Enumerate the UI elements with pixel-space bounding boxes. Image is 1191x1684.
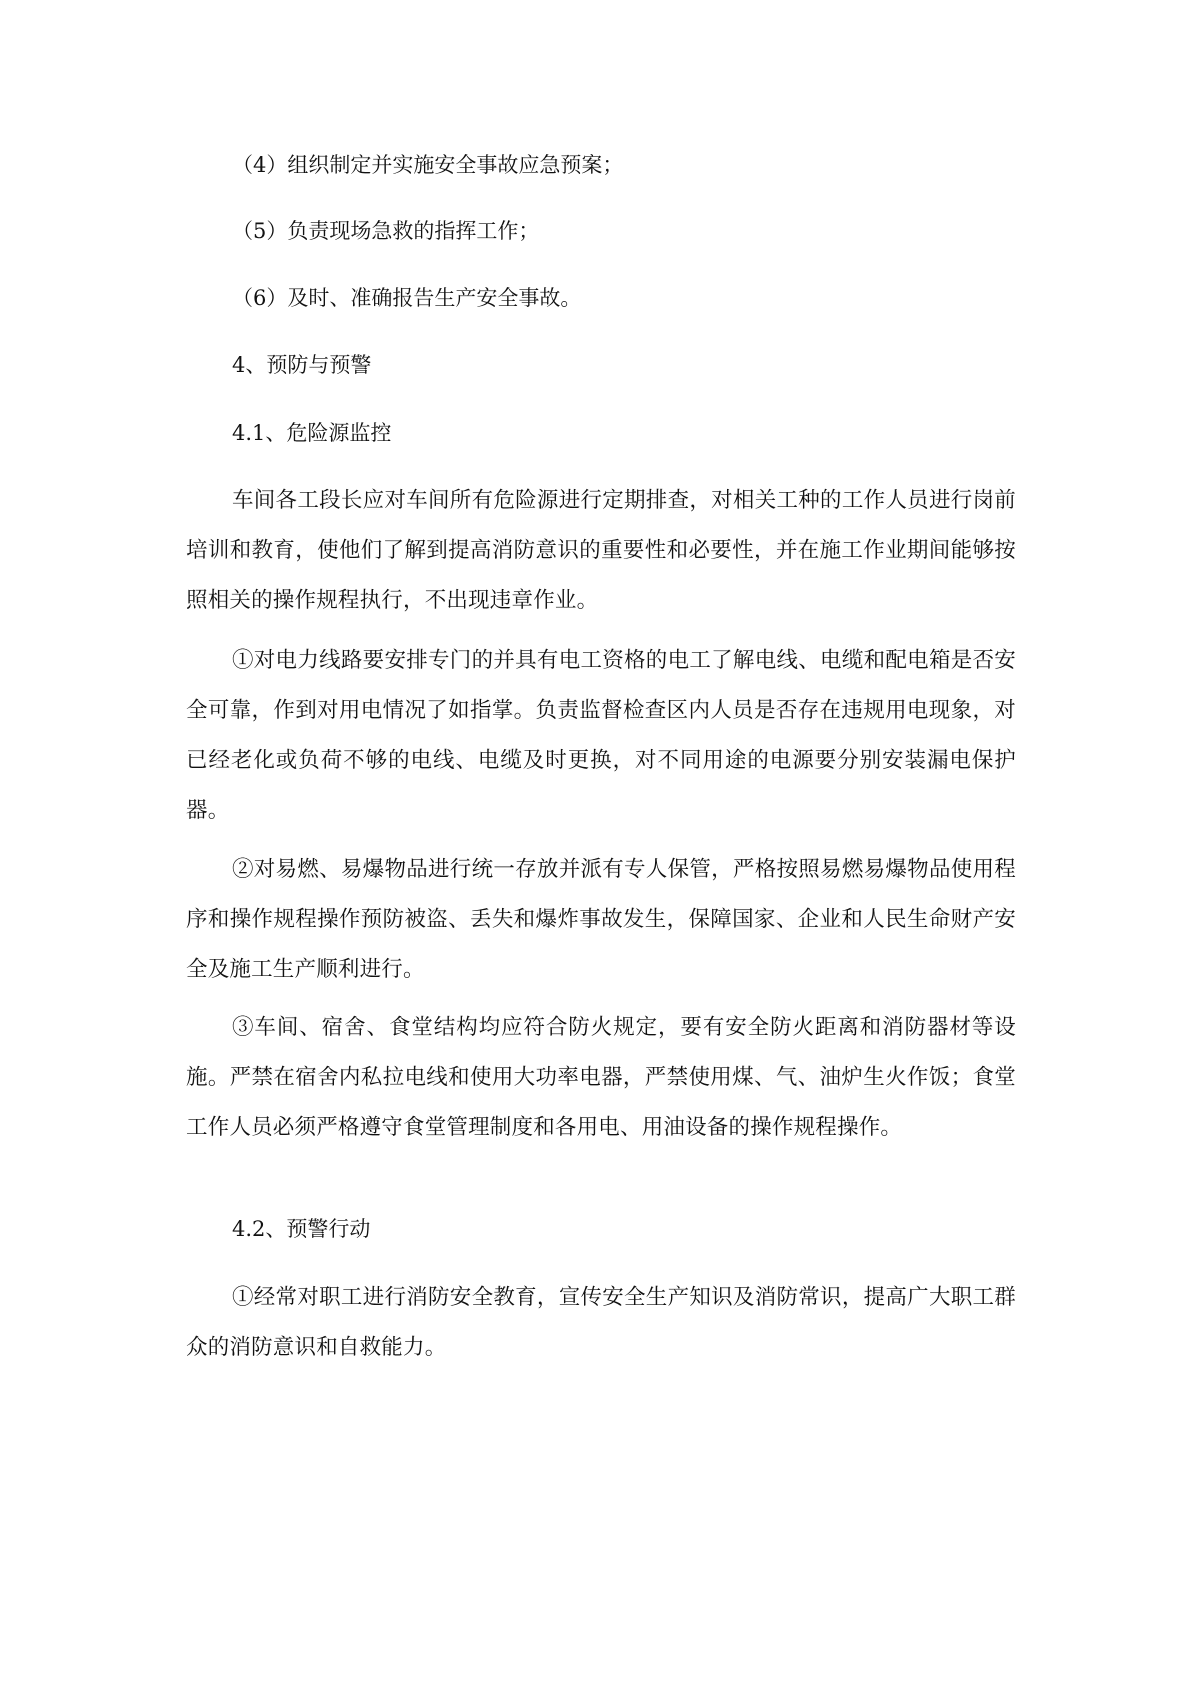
paragraph-intro: 车间各工段长应对车间所有危险源进行定期排查，对相关工种的工作人员进行岗前培训和教育，使他们了解到提高消防意识的重要性和必要性，并在施工作业期间能够按照相关的操作规程执行，不出现违章作业。: [186, 488, 1016, 613]
paragraph-fire-regulations: ③车间、宿舍、食堂结构均应符合防火规定，要有安全防火距离和消防器材等设施。严禁在宿舍内私拉电线和使用大功率电器，严禁使用煤、气、油炉生火作饭；食堂工作人员必须严格遵守食堂管理制度和各用电、用油设备的操作规程操作。: [186, 1015, 1016, 1140]
section-heading-4-2: 4.2、预警行动: [232, 1217, 371, 1241]
list-item-6: （6）及时、准确报告生产安全事故。: [232, 286, 582, 310]
paragraph-warning-action: ①经常对职工进行消防安全教育，宣传安全生产知识及消防常识，提高广大职工群众的消防意识和自救能力。: [186, 1285, 1016, 1360]
section-heading-4-1: 4.1、危险源监控: [232, 421, 392, 445]
paragraph-electric-safety: ①对电力线路要安排专门的并具有电工资格的电工了解电线、电缆和配电箱是否安全可靠，作到对用电情况了如指掌。负责监督检查区内人员是否存在违规用电现象，对已经老化或负荷不够的电线、电缆及时更换，对不同用途的电源要分别安装漏电保护器。: [186, 648, 1016, 823]
paragraph-flammable-safety: ②对易燃、易爆物品进行统一存放并派有专人保管，严格按照易燃易爆物品使用程序和操作规程操作预防被盗、丢失和爆炸事故发生，保障国家、企业和人民生命财产安全及施工生产顺利进行。: [186, 857, 1016, 982]
list-item-4: （4）组织制定并实施安全事故应急预案；: [232, 153, 624, 177]
list-item-5: （5）负责现场急救的指挥工作；: [232, 219, 540, 243]
section-heading-4: 4、预防与预警: [232, 353, 372, 377]
